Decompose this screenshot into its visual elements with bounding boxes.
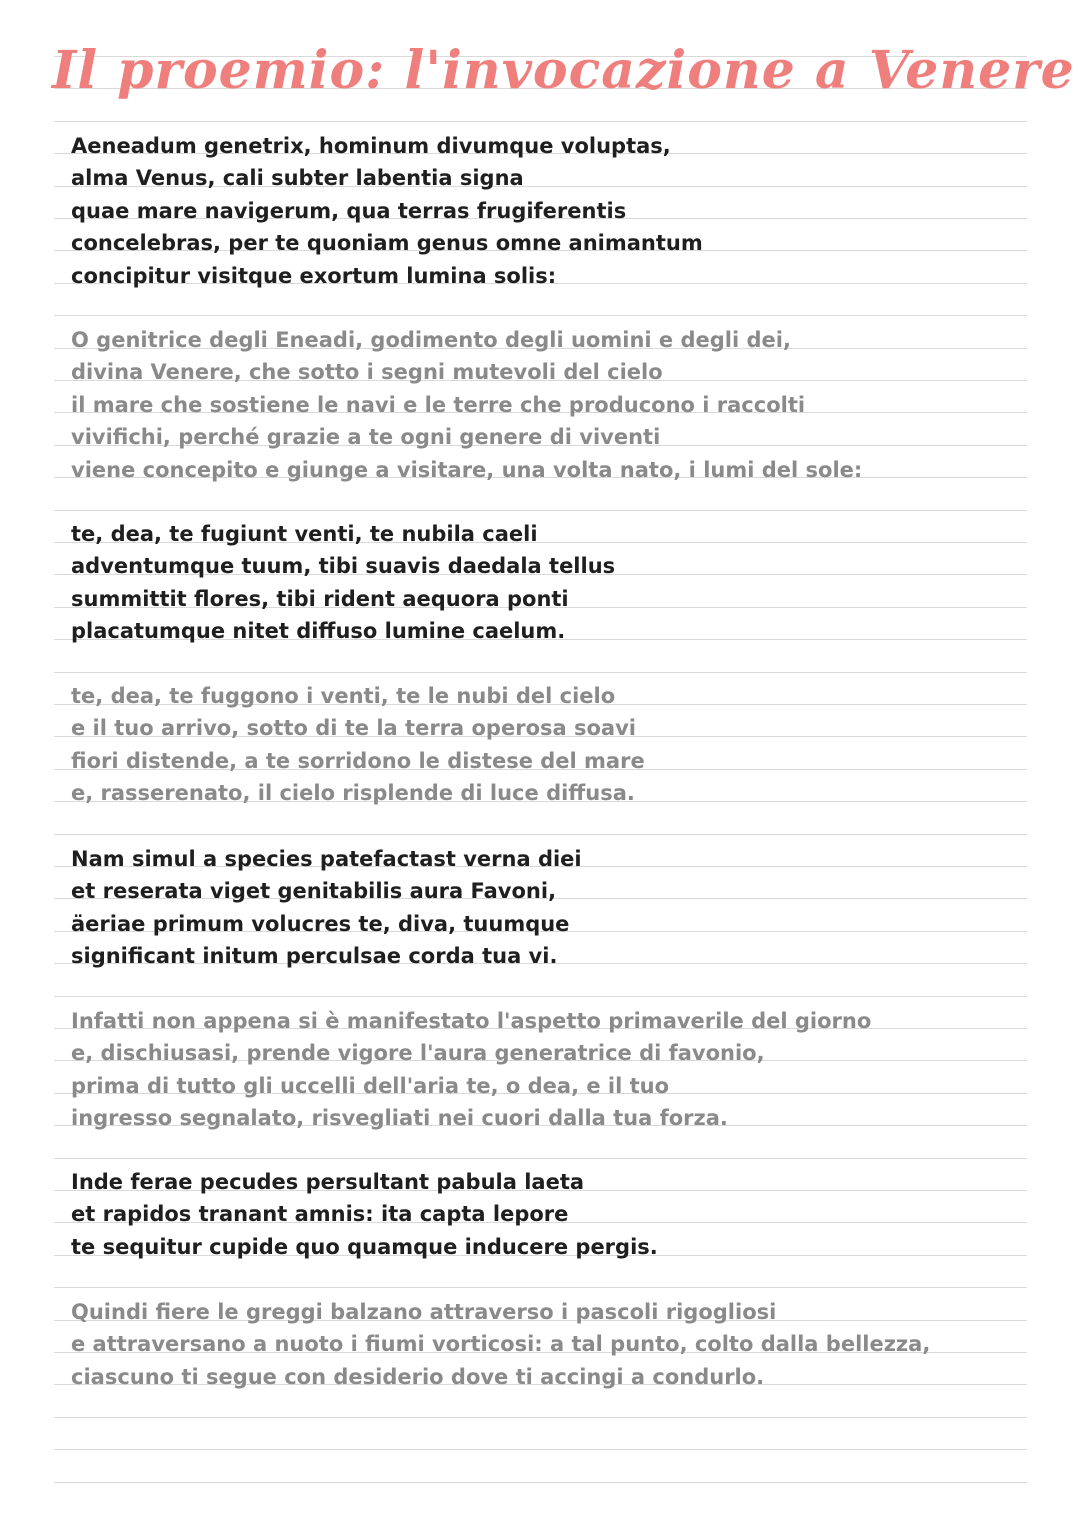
ruled-line [54,1287,1027,1288]
ruled-line [54,1449,1027,1450]
verse-line: Infatti non appena si è manifestato l'aspetto primaverile del giorno [71,1009,872,1033]
latin-stanza [71,1166,991,1263]
verse-line: viene concepito e giunge a visitare, una volta nato, i lumi del sole: [71,457,863,482]
verse-line: vivifichi, perché grazie a te ogni genere di viventi [71,425,661,450]
verse-line: prima di tutto gli uccelli dell'aria te, o dea, e il tuo [71,1073,670,1098]
ruled-line [54,121,1027,122]
latin-stanza [71,518,991,648]
verse-line: te sequitur cupide quo quamque inducere pergis. [71,1234,658,1259]
ruled-line [54,1158,1027,1159]
verse-line: ciascuno ti segue con desiderio dove ti accingi a condurlo. [71,1364,765,1389]
ruled-line [54,510,1027,511]
verse-line: et reserata viget genitabilis aura Favoni, [71,879,557,904]
verse-line: Aeneadum genetrix, hominum divumque voluptas, [71,134,671,158]
latin-stanza [71,843,991,973]
verse-line: il mare che sostiene le navi e le terre che producono i raccolti [71,392,806,417]
verse-line: Quindi fiere le greggi balzano attraverso i pascoli rigogliosi [71,1300,777,1324]
page-title: Il proemio: l'invocazione a Venere [52,40,1075,101]
verse-line: ingresso segnalato, risvegliati nei cuori dalla tua forza. [71,1106,728,1131]
italian-translation-stanza [71,1005,991,1135]
ruled-line [54,672,1027,673]
verse-line: e, dischiusasi, prende vigore l'aura generatrice di favonio, [71,1041,765,1066]
verse-line: summittit flores, tibi rident aequora ponti [71,586,569,611]
verse-line: adventumque tuum, tibi suavis daedala tellus [71,554,616,579]
verse-line: divina Venere, che sotto i segni mutevoli del cielo [71,360,663,385]
verse-line: te, dea, te fuggono i venti, te le nubi del cielo [71,684,616,708]
ruled-line [54,1482,1027,1483]
italian-translation-stanza [71,1296,991,1393]
italian-translation-stanza [71,324,991,486]
ruled-line [54,834,1027,835]
ruled-line [54,315,1027,316]
verse-line: et rapidos tranant amnis: ita capta lepore [71,1202,569,1227]
verse-line: quae mare navigerum, qua terras frugiferentis [71,198,627,223]
ruled-line [54,1417,1027,1418]
italian-translation-stanza [71,680,991,810]
verse-line: placatumque nitet diffuso lumine caelum. [71,619,566,644]
verse-line: e, rasserenato, il cielo risplende di luce diffusa. [71,781,635,806]
verse-line: significant initum perculsae corda tua vi. [71,944,558,969]
verse-line: Inde ferae pecudes persultant pabula laeta [71,1170,585,1194]
verse-line: e attraversano a nuoto i fiumi vorticosi: a tal punto, colto dalla bellezza, [71,1332,931,1357]
verse-line: e il tuo arrivo, sotto di te la terra operosa soavi [71,716,636,741]
latin-stanza [71,130,991,292]
verse-line: Nam simul a species patefactast verna diei [71,847,582,871]
verse-line: fiori distende, a te sorridono le distese del mare [71,748,645,773]
verse-line: alma Venus, cali subter labentia signa [71,166,524,191]
verse-line: concipitur visitque exortum lumina solis: [71,263,557,288]
verse-line: concelebras, per te quoniam genus omne animantum [71,231,703,256]
verse-line: te, dea, te fugiunt venti, te nubila caeli [71,522,538,546]
ruled-line [54,996,1027,997]
verse-line: O genitrice degli Eneadi, godimento degli uomini e degli dei, [71,328,791,352]
verse-line: äeriae primum volucres te, diva, tuumque [71,911,570,936]
